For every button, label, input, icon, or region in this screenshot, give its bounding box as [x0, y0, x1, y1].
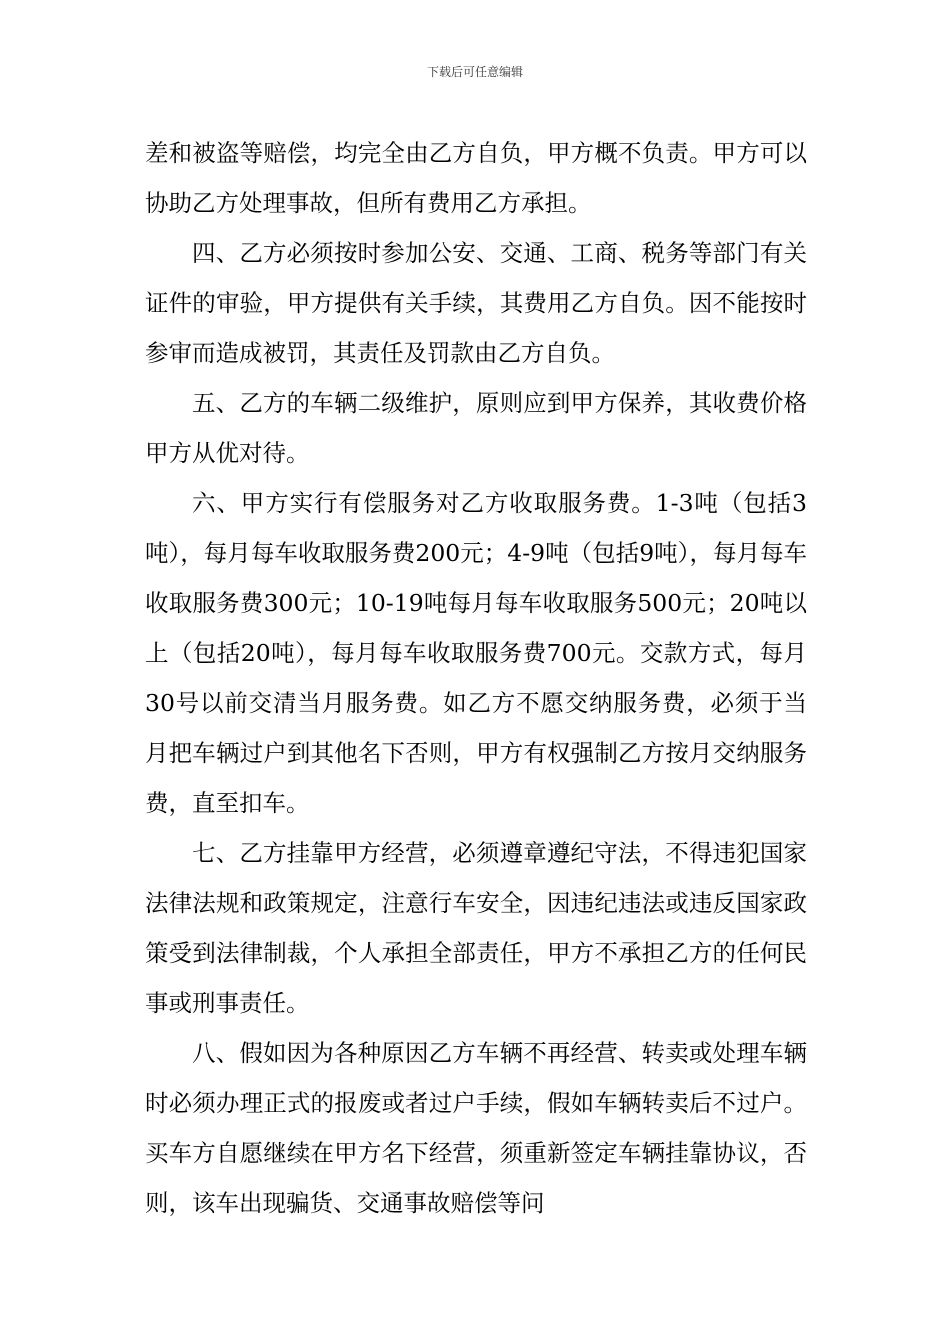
paragraph-clause-4: 四、乙方必须按时参加公安、交通、工商、税务等部门有关证件的审验，甲方提供有关手续，其费用乙方自负。因不能按时参审而造成被罚，其责任及罚款由乙方自负。 — [145, 239, 807, 367]
document-body — [145, 128, 807, 1228]
paragraph-clause-5: 五、乙方的车辆二级维护，原则应到甲方保养，其收费价格甲方从优对待。 — [145, 389, 807, 467]
paragraph-continuation: 差和被盗等赔偿，均完全由乙方自负，甲方概不负责。甲方可以协助乙方处理事故，但所有费用乙方承担。 — [145, 139, 807, 217]
paragraph-clause-6: 六、甲方实行有偿服务对乙方收取服务费。1-3吨（包括3吨），每月每车收取服务费200元；4-9吨（包括9吨），每月每车收取服务费300元；10-19吨每月每车收取服务500元；20吨以上（包括20吨），每月每车收取服务费700元。交款方式，每月30号以前交清当月服务费。如乙方不愿交纳服务费，必须于当月把车辆过户到其他名下否则，甲方有权强制乙方按月交纳服务费，直至扣车。 — [145, 489, 807, 817]
paragraph-clause-7: 七、乙方挂靠甲方经营，必须遵章遵纪守法，不得违犯国家法律法规和政策规定，注意行车安全，因违纪违法或违反国家政策受到法律制裁，个人承担全部责任，甲方不承担乙方的任何民事或刑事责任。 — [145, 839, 807, 1017]
paragraph-clause-8: 八、假如因为各种原因乙方车辆不再经营、转卖或处理车辆时必须办理正式的报废或者过户手续，假如车辆转卖后不过户。买车方自愿继续在甲方名下经营，须重新签定车辆挂靠协议，否则，该车出现骗货、交通事故赔偿等问 — [145, 1039, 807, 1217]
page-header: 下载后可任意编辑 — [426, 65, 523, 79]
